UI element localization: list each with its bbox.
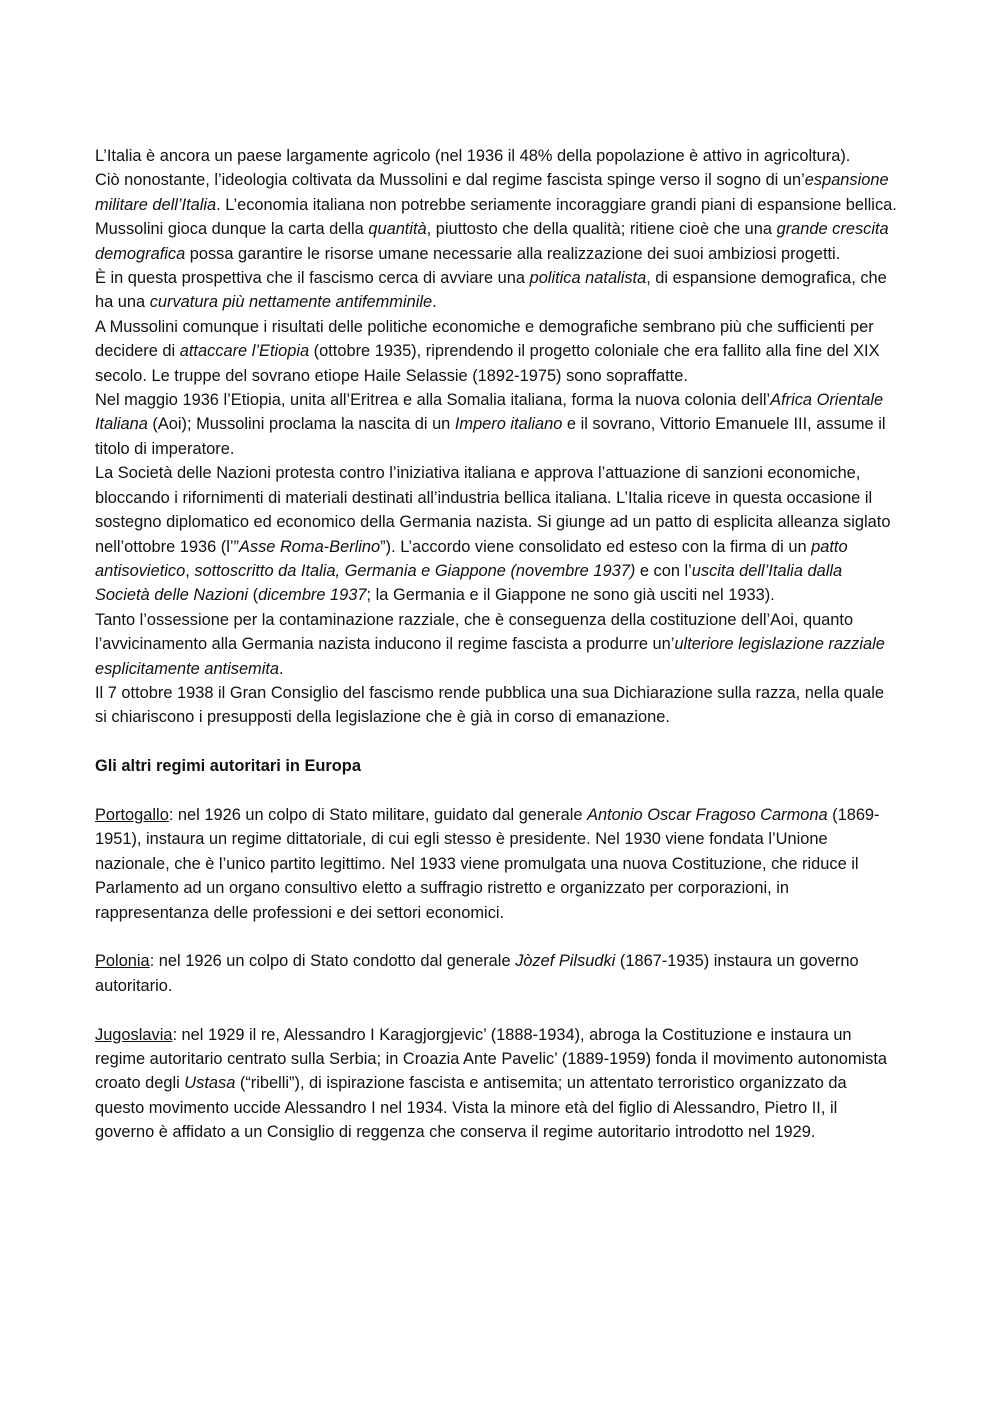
paragraph-politica-natalista: [95, 266, 900, 315]
text: , di espansione demografica, che ha una: [95, 269, 887, 312]
text: : nel 1926 un colpo di Stato condotto dal generale: [149, 952, 516, 971]
text: A Mussolini comunque i risultati delle politiche economiche e demografiche sembrano più che sufficienti per decidere di: [95, 317, 874, 361]
italic-text: Jòzef Pilsudki: [515, 952, 616, 971]
spacer: [95, 925, 900, 949]
paragraph-jugoslavia: [95, 1023, 900, 1145]
text: È in questa prospettiva che il fascismo cerca di avviare una: [95, 269, 530, 288]
italic-text: espansione militare dell’Italia: [95, 171, 889, 214]
paragraph-agricoltura: [95, 144, 900, 168]
text: (: [248, 586, 259, 605]
spacer: [95, 730, 900, 754]
text: Tanto l’ossessione per la contaminazione razziale, che è conseguenza della costituzione dell’Aoi, quanto l’avvicinamento alla Germania nazista inducono il regime fascista a produrre un’: [95, 610, 854, 654]
italic-text: curvatura più nettamente antifemminile: [149, 293, 433, 312]
paragraph-espansione-militare: [95, 168, 900, 266]
text: L’Italia è ancora un paese largamente agricolo (nel 1936 il 48% della popolazione è attivo in agricoltura).: [95, 147, 851, 165]
text: : nel 1929 il re, Alessandro I Karagjorgjevic’ (1888-1934), abroga la Costituzione e instaura un regime autoritario centrato sulla Serbia; in Croazia Ante Pavelic’ (1889-1959) fonda il movimento autonomista croato degli: [95, 1025, 888, 1093]
paragraph-impero: [95, 388, 900, 461]
text: (1869-1951), instaura un regime dittatoriale, di cui egli stesso è presidente. Nel 1930 viene fondata l’Unione nazionale, che è l’unico partito legittimo. Nel 1933 viene promulgata una nuova Costituzione, che riduce il Parlamento ad un organo consultivo eletto a suffragio ristretto e organizzato per corporazioni, in rappresentanza delle professioni e dei settori economici.: [95, 805, 880, 922]
text: (ottobre 1935), riprendendo il progetto coloniale che era fallito alla fine del XIX secolo. Le truppe del sovrano etiope Haile Selassie (1892-1975) sono sopraffatte.: [95, 342, 880, 385]
text: (“ribelli”), di ispirazione fascista e antisemita; un attentato terroristico organizzato da questo movimento uccide Alessandro I nel 1934. Vista la minore età del figlio di Alessandro, Pietro II, il governo è affidato a un Consiglio di reggenza che conserva il regime autoritario introdotto nel 1929.: [95, 1074, 847, 1142]
text: ,: [185, 561, 195, 580]
italic-text: ulteriore legislazione razziale esplicitamente antisemita: [95, 635, 885, 678]
spacer: [95, 779, 900, 803]
italic-text: grande crescita demografica: [95, 220, 889, 263]
section-heading: Gli altri regimi autoritari in Europa: [95, 757, 361, 776]
paragraph-portogallo: [95, 803, 900, 925]
text: (Aoi); Mussolini proclama la nascita di un: [147, 415, 455, 434]
text: .: [432, 293, 437, 312]
text: Nel maggio 1936 l’Etiopia, unita all’Eritrea e alla Somalia italiana, forma la nuova colonia dell’: [95, 391, 771, 410]
text: (1867-1935) instaura un governo autoritario.: [95, 952, 859, 995]
text: e con l’: [635, 561, 692, 580]
text: Ciò nonostante, l’ideologia coltivata da Mussolini e dal regime fascista spinge verso il sogno di un’: [95, 171, 805, 190]
paragraph-etiopia: [95, 315, 900, 388]
italic-text: dicembre 1937: [258, 586, 367, 605]
italic-text: uscita dell’Italia dalla Società delle Nazioni: [95, 561, 843, 605]
text: possa garantire le risorse umane necessarie alla realizzazione dei suoi ambiziosi progetti.: [185, 244, 841, 263]
country-label: Jugoslavia: [95, 1025, 173, 1044]
italic-text: Antonio Oscar Fragoso Carmona: [587, 805, 828, 824]
italic-text: Impero italiano: [454, 415, 563, 434]
text: , piuttosto che della qualità; ritiene cioè che una: [426, 220, 777, 239]
italic-text: quantità: [368, 220, 427, 239]
text: : nel 1926 un colpo di Stato militare, guidato dal generale: [168, 805, 588, 824]
text: e il sovrano, Vittorio Emanuele III, assume il titolo di imperatore.: [95, 415, 886, 458]
text: Il 7 ottobre 1938 il Gran Consiglio del fascismo rende pubblica una sua Dichiarazione sulla razza, nella quale si chiariscono i presupposti della legislazione che è già in corso di emanazione.: [95, 683, 885, 727]
text: .: [279, 659, 284, 678]
text: ”). L’accordo viene consolidato ed esteso con la firma di un: [380, 537, 812, 556]
italic-text: attaccare l’Etiopia: [179, 342, 310, 361]
country-label: Portogallo: [95, 805, 169, 824]
italic-text: Ustasa: [184, 1074, 236, 1093]
text: La Società delle Nazioni protesta contro l’iniziativa italiana e approva l’attuazione di sanzioni economiche, bloccando i rifornimenti di materiali destinati all’industria bellica italiana. L’Italia riceve in questa occasione il sostegno diplomatico ed economico della Germania nazista. Si giunge ad un patto di esplicita alleanza siglato nell’ottobre 1936 (l’”: [95, 464, 891, 556]
paragraph-polonia: [95, 949, 900, 998]
paragraph-dichiarazione-razza: [95, 681, 900, 730]
italic-text: politica natalista: [529, 269, 647, 288]
text: ; la Germania e il Giappone ne sono già usciti nel 1933).: [366, 586, 775, 605]
text: . L’economia italiana non potrebbe seriamente incoraggiare grandi piani di espansione bellica. Mussolini gioca dunque la carta della: [95, 195, 897, 239]
spacer: [95, 998, 900, 1022]
italic-text: sottoscritto da Italia, Germania e Giappone (novembre 1937): [194, 561, 636, 580]
paragraph-societa-nazioni: [95, 461, 900, 607]
country-label: Polonia: [95, 952, 150, 971]
italic-text: Africa Orientale Italiana: [95, 391, 884, 434]
italic-text: Asse Roma-Berlino: [238, 537, 381, 556]
paragraph-legislazione-razziale: [95, 608, 900, 681]
italic-text: patto antisovietico: [95, 537, 848, 580]
